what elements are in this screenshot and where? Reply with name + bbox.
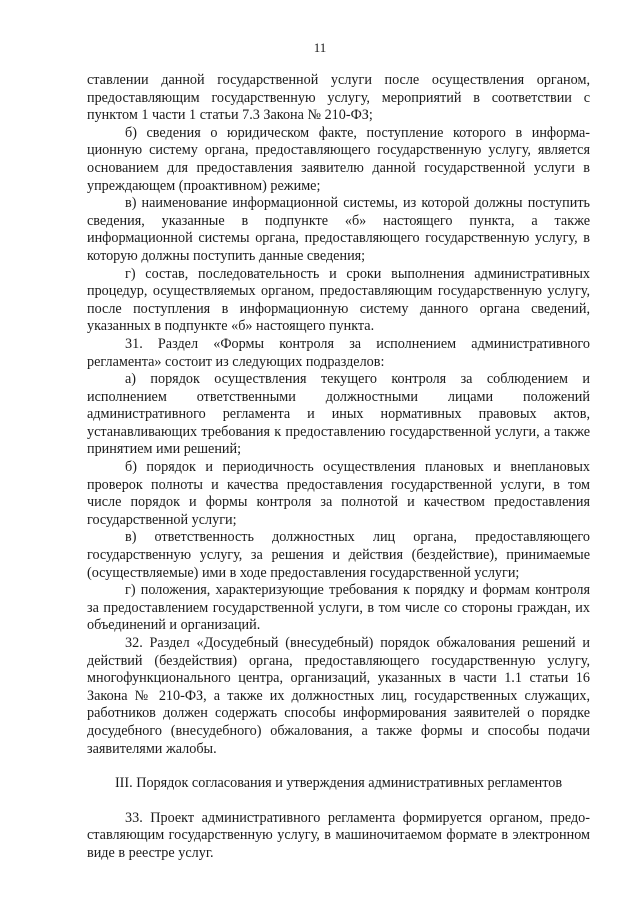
section-heading: III. Порядок согласования и утверждения административных регламентов	[114, 775, 563, 792]
paragraph-31: 31. Раздел «Формы контроля за исполнением административного регламента» состоит из следующих подразделов:	[87, 335, 590, 370]
paragraph-31-item-a: а) порядок осуществления текущего контроля за соблюдением и исполнением ответственными должностными лицами положений административного регламента и иных нормативных правовых актов, устанавливающих требования к предоставлению государственной услуги, а также принятием ими решений;	[87, 371, 590, 458]
paragraph-31-item-b: б) порядок и периодичность осуществления плановых и внеплановых проверок полноты и качества предоставления государственной услуги, в том числе порядок и формы контроля за полнотой и качеством предоставления государственной услуги;	[87, 459, 590, 528]
paragraph-item-b: б) сведения о юридическом факте, поступление которого в информационную систему органа, предоставляющего государственную услугу, является основанием для предоставления заявителю данной государственной услуги в упреждающем (проактивном) режиме;	[87, 124, 590, 194]
paragraph-continuation: ставлении данной государственной услуги после осуществления органом, предоставляющим государственную услугу, мероприятий в соответствии с пунктом 1 части 1 статьи 7.3 Закона № 210-ФЗ;	[87, 72, 590, 124]
page-number: 11	[313, 40, 327, 55]
paragraph-item-g: г) состав, последовательность и сроки выполнения административных процедур, осуществляемых органом, предоставляющим государственную услугу, после поступления в информационную систему данного органа сведений, указанных в подпункте «б» настоящего пункта.	[87, 265, 590, 335]
paragraph-31-item-v: в) ответственность должностных лиц органа, предоставляющего государственную услугу, за решения и действия (бездействие), принимаемые (осуществляемые) ими в ходе предоставления государственной услуги;	[87, 529, 590, 581]
paragraph-33: 33. Проект административного регламента формируется органом, предоставляющим государственную услугу, в машиночитаемом формате в электронном виде в реестре услуг.	[87, 809, 590, 861]
paragraph-32: 32. Раздел «Досудебный (внесудебный) порядок обжалования решений и действий (бездействия) органа, предоставляющего государственную услугу, многофункционального центра, организаций, указанных в части 1.1 статьи 16 Закона № 210-ФЗ, а также их должностных лиц, государственных служащих, работников должен содержать способы информирования заявителей о порядке досудебного (внесудебного) обжалования, а также формы и способы подачи заявителями жалобы.	[87, 635, 590, 757]
paragraph-item-v: в) наименование информационной системы, из которой должны поступить сведения, указанные в подпункте «б» настоящего пункта, а также информационной системы органа, предоставляющего государственную услугу, в которую должны поступить данные сведения;	[87, 195, 590, 264]
body-text	[87, 72, 590, 863]
paragraph-31-item-g: г) положения, характеризующие требования к порядку и формам контроля за предоставлением государственной услуги, в том числе со стороны граждан, их объединений и организаций.	[87, 582, 590, 634]
